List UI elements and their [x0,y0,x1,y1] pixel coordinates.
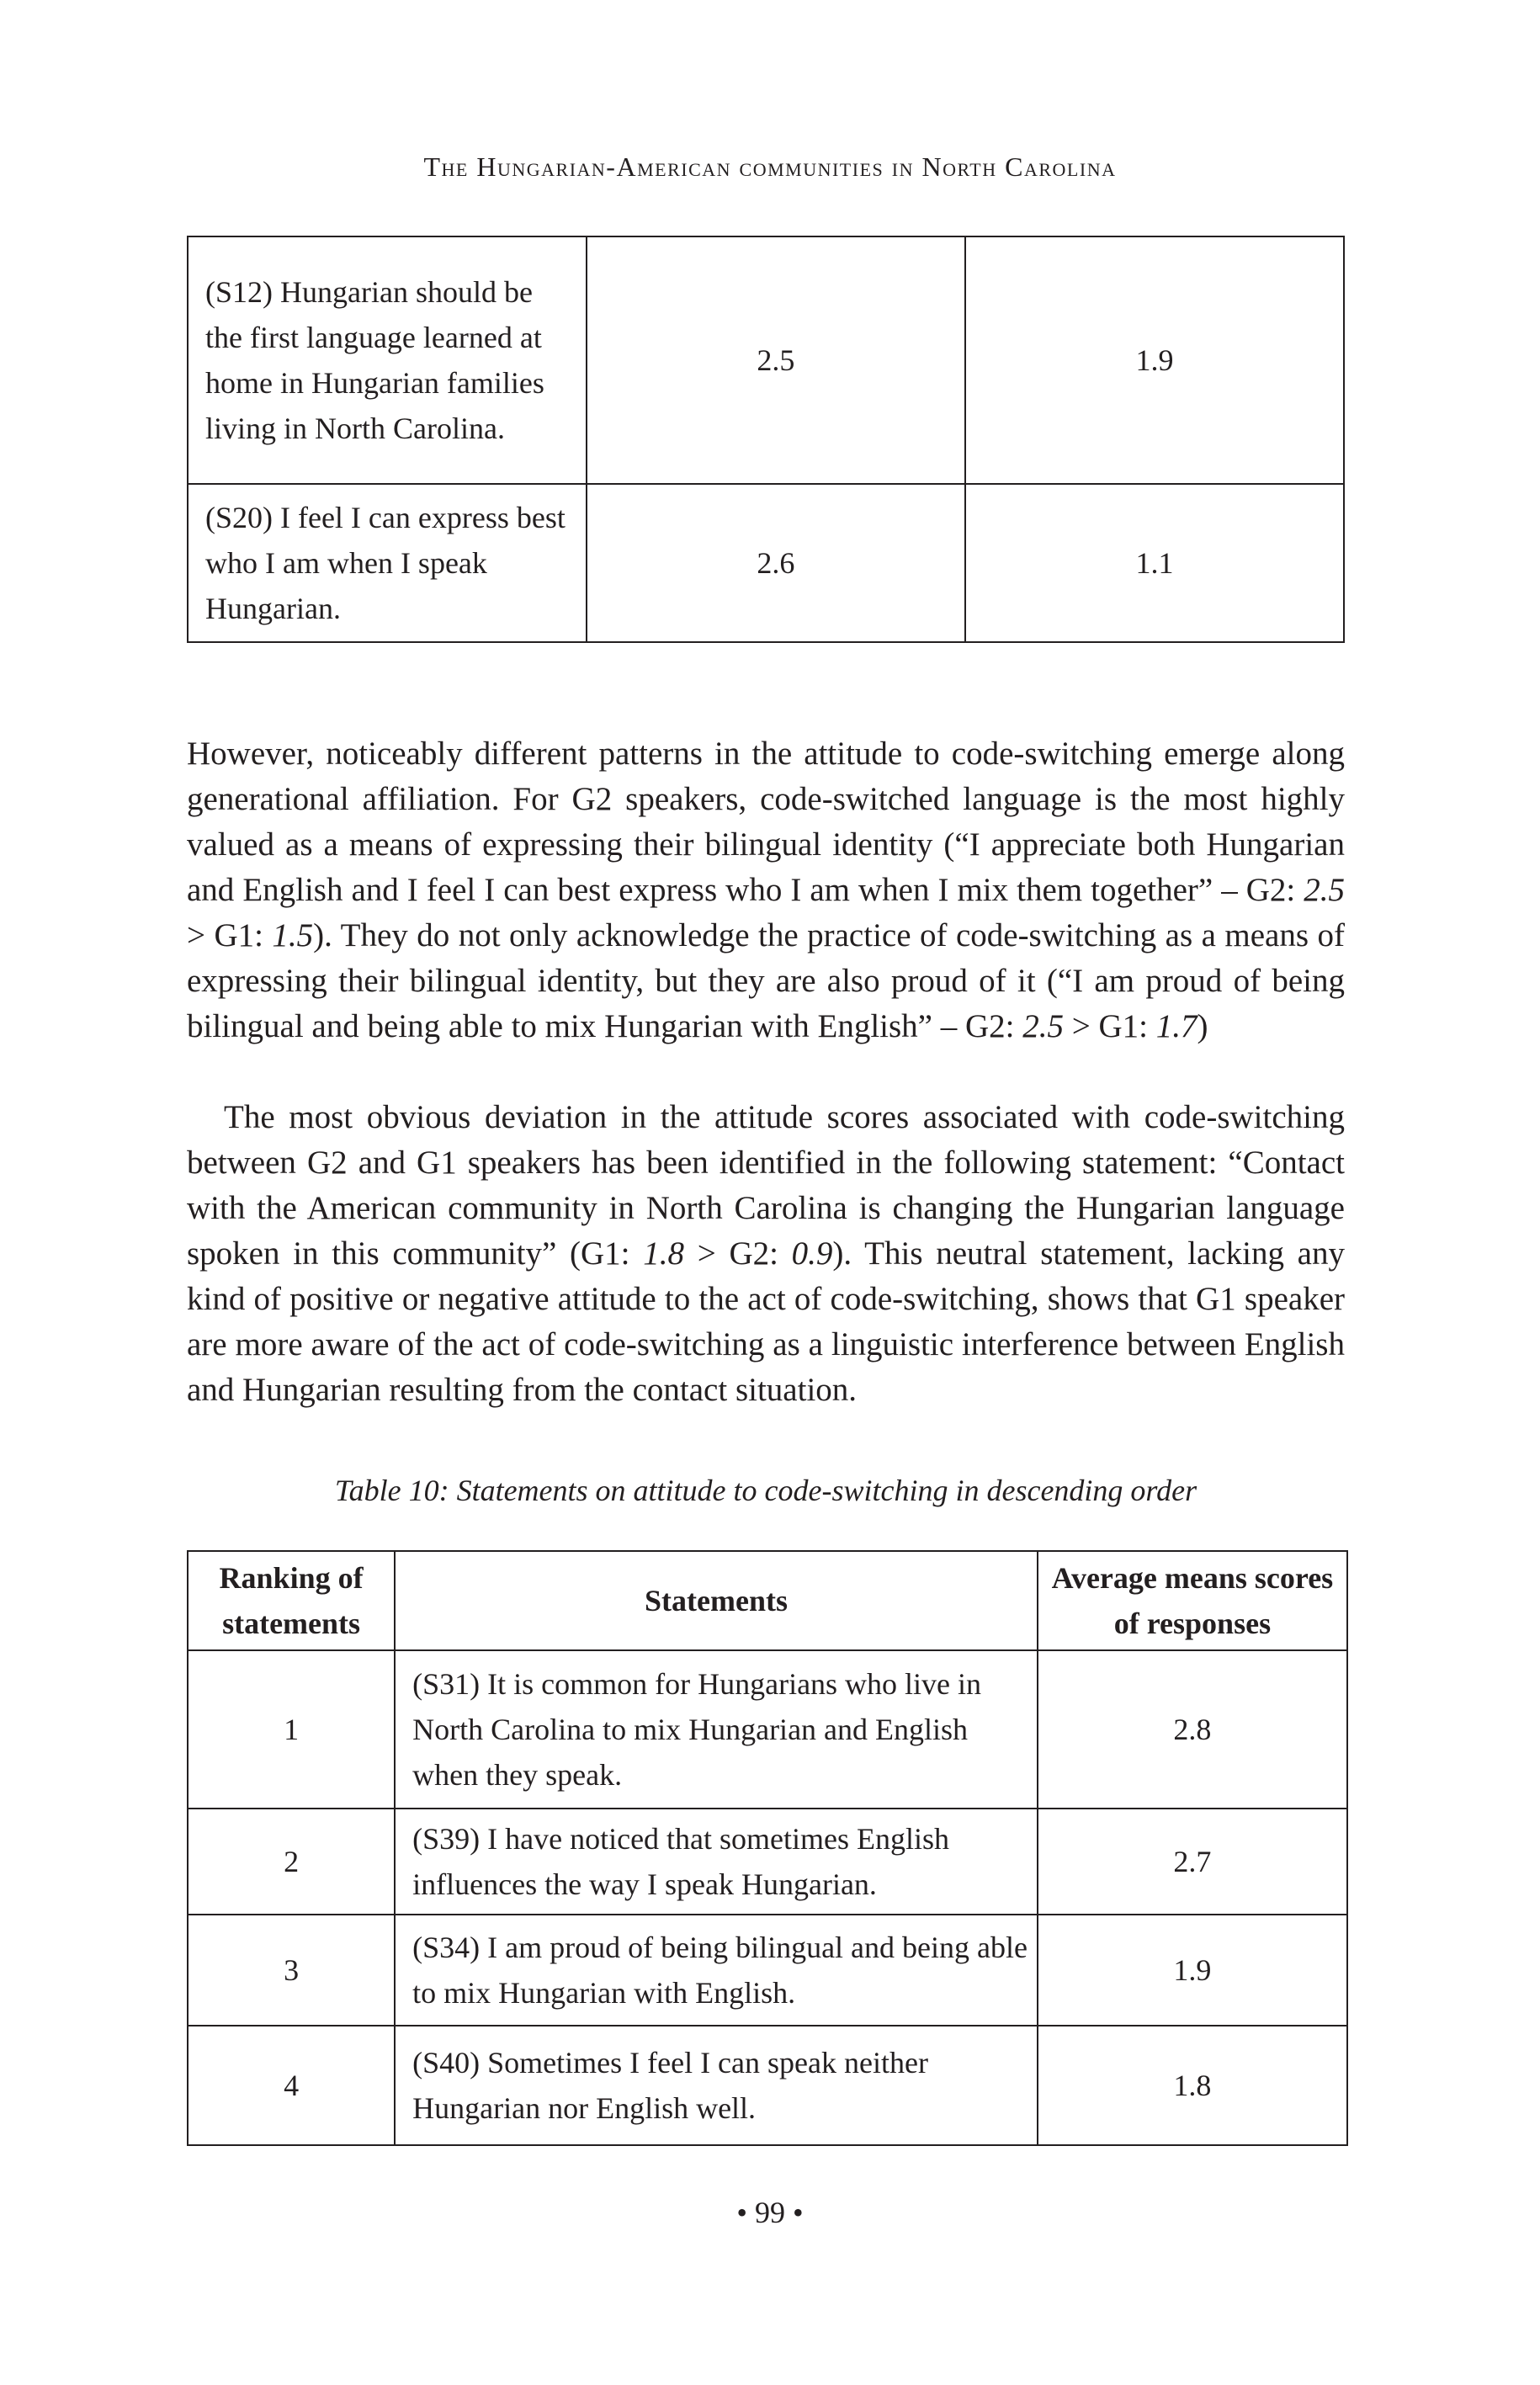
paragraph-text: > G2: [684,1235,792,1272]
rank-cell: 1 [188,1650,395,1809]
table-row [188,1809,1347,1915]
paragraph-text: > G1: [1064,1008,1156,1044]
score-value: 1.8 [643,1235,684,1272]
paragraph-text: The most obvious deviation in the attitude scores associated with code-switching between G2 and G1 speakers has been identified in the following statement: “Contact with the American community in North Carolina is changing the Hungarian language spoken in this community” (G1: [187,1099,1345,1272]
score-value: 1.5 [272,917,314,953]
page-number: • 99 • [736,2196,804,2229]
score-value: 2.5 [1022,1008,1064,1044]
running-head: The Hungarian-American communities in North Carolina [423,151,1117,182]
score-value: 1.7 [1155,1008,1197,1044]
g2-score-cell: 2.5 [587,236,965,484]
statement-cell: (S31) It is common for Hungarians who live in North Carolina to mix Hungarian and English when they speak. [395,1650,1038,1809]
score-value: 0.9 [791,1235,833,1272]
table-caption: Table 10: Statements on attitude to code-switching in descending order [334,1474,1197,1507]
g1-score-cell: 1.9 [965,236,1344,484]
statement-cell: (S20) I feel I can express best who I am when I speak Hungarian. [188,484,587,642]
paragraph-text: ). This neutral statement, lacking any kind of positive or negative attitude to the act of code-switching, shows that G1 speaker are more aware of the act of code-switching as a linguistic interference between English and Hungarian resulting from the contact situation. [187,1235,1345,1408]
table-row [188,1915,1347,2026]
table-row [188,484,1344,642]
statement-cell: (S12) Hungarian should be the first language learned at home in Hungarian families living in North Carolina. [188,236,587,484]
g1-score-cell: 1.1 [965,484,1344,642]
header-statements: Statements [395,1551,1038,1650]
table-row [188,236,1344,484]
code-switching-table [187,1550,1348,2146]
header-ranking: Ranking of statements [188,1551,395,1650]
rank-cell: 2 [188,1809,395,1915]
rank-cell: 4 [188,2026,395,2145]
table-row [188,2026,1347,2145]
g2-score-cell: 2.6 [587,484,965,642]
score-value: 2.5 [1304,872,1345,908]
table-header-row [188,1551,1347,1650]
table-row [188,1650,1347,1809]
statement-cell: (S34) I am proud of being bilingual and being able to mix Hungarian with English. [395,1915,1038,2026]
paragraph-text: However, noticeably different patterns in the attitude to code-switching emerge along generational affiliation. For G2 speakers, code-switched language is the most highly valued as a means of expressing their bilingual identity (“I appreciate both Hungarian and English and I feel I can best express who I am when I mix them together” – G2: [187,736,1345,908]
paragraph-text: ) [1197,1008,1208,1044]
mean-score-cell: 2.8 [1038,1650,1347,1809]
header-average-means: Average means scores of responses [1038,1551,1347,1650]
statement-cell: (S40) Sometimes I feel I can speak neither Hungarian nor English well. [395,2026,1038,2145]
paragraph-text: ). They do not only acknowledge the practice of code-switching as a means of expressing their bilingual identity, but they are also proud of it (“I am proud of being bilingual and being able to mix Hungarian with English” – G2: [187,917,1345,1044]
rank-cell: 3 [188,1915,395,2026]
body-paragraph [187,731,1345,1049]
continued-statements-table [187,236,1345,643]
paragraph-text: > G1: [187,917,273,953]
mean-score-cell: 1.8 [1038,2026,1347,2145]
mean-score-cell: 1.9 [1038,1915,1347,2026]
body-paragraph [187,1095,1345,1413]
mean-score-cell: 2.7 [1038,1809,1347,1915]
statement-cell: (S39) I have noticed that sometimes English influences the way I speak Hungarian. [395,1809,1038,1915]
